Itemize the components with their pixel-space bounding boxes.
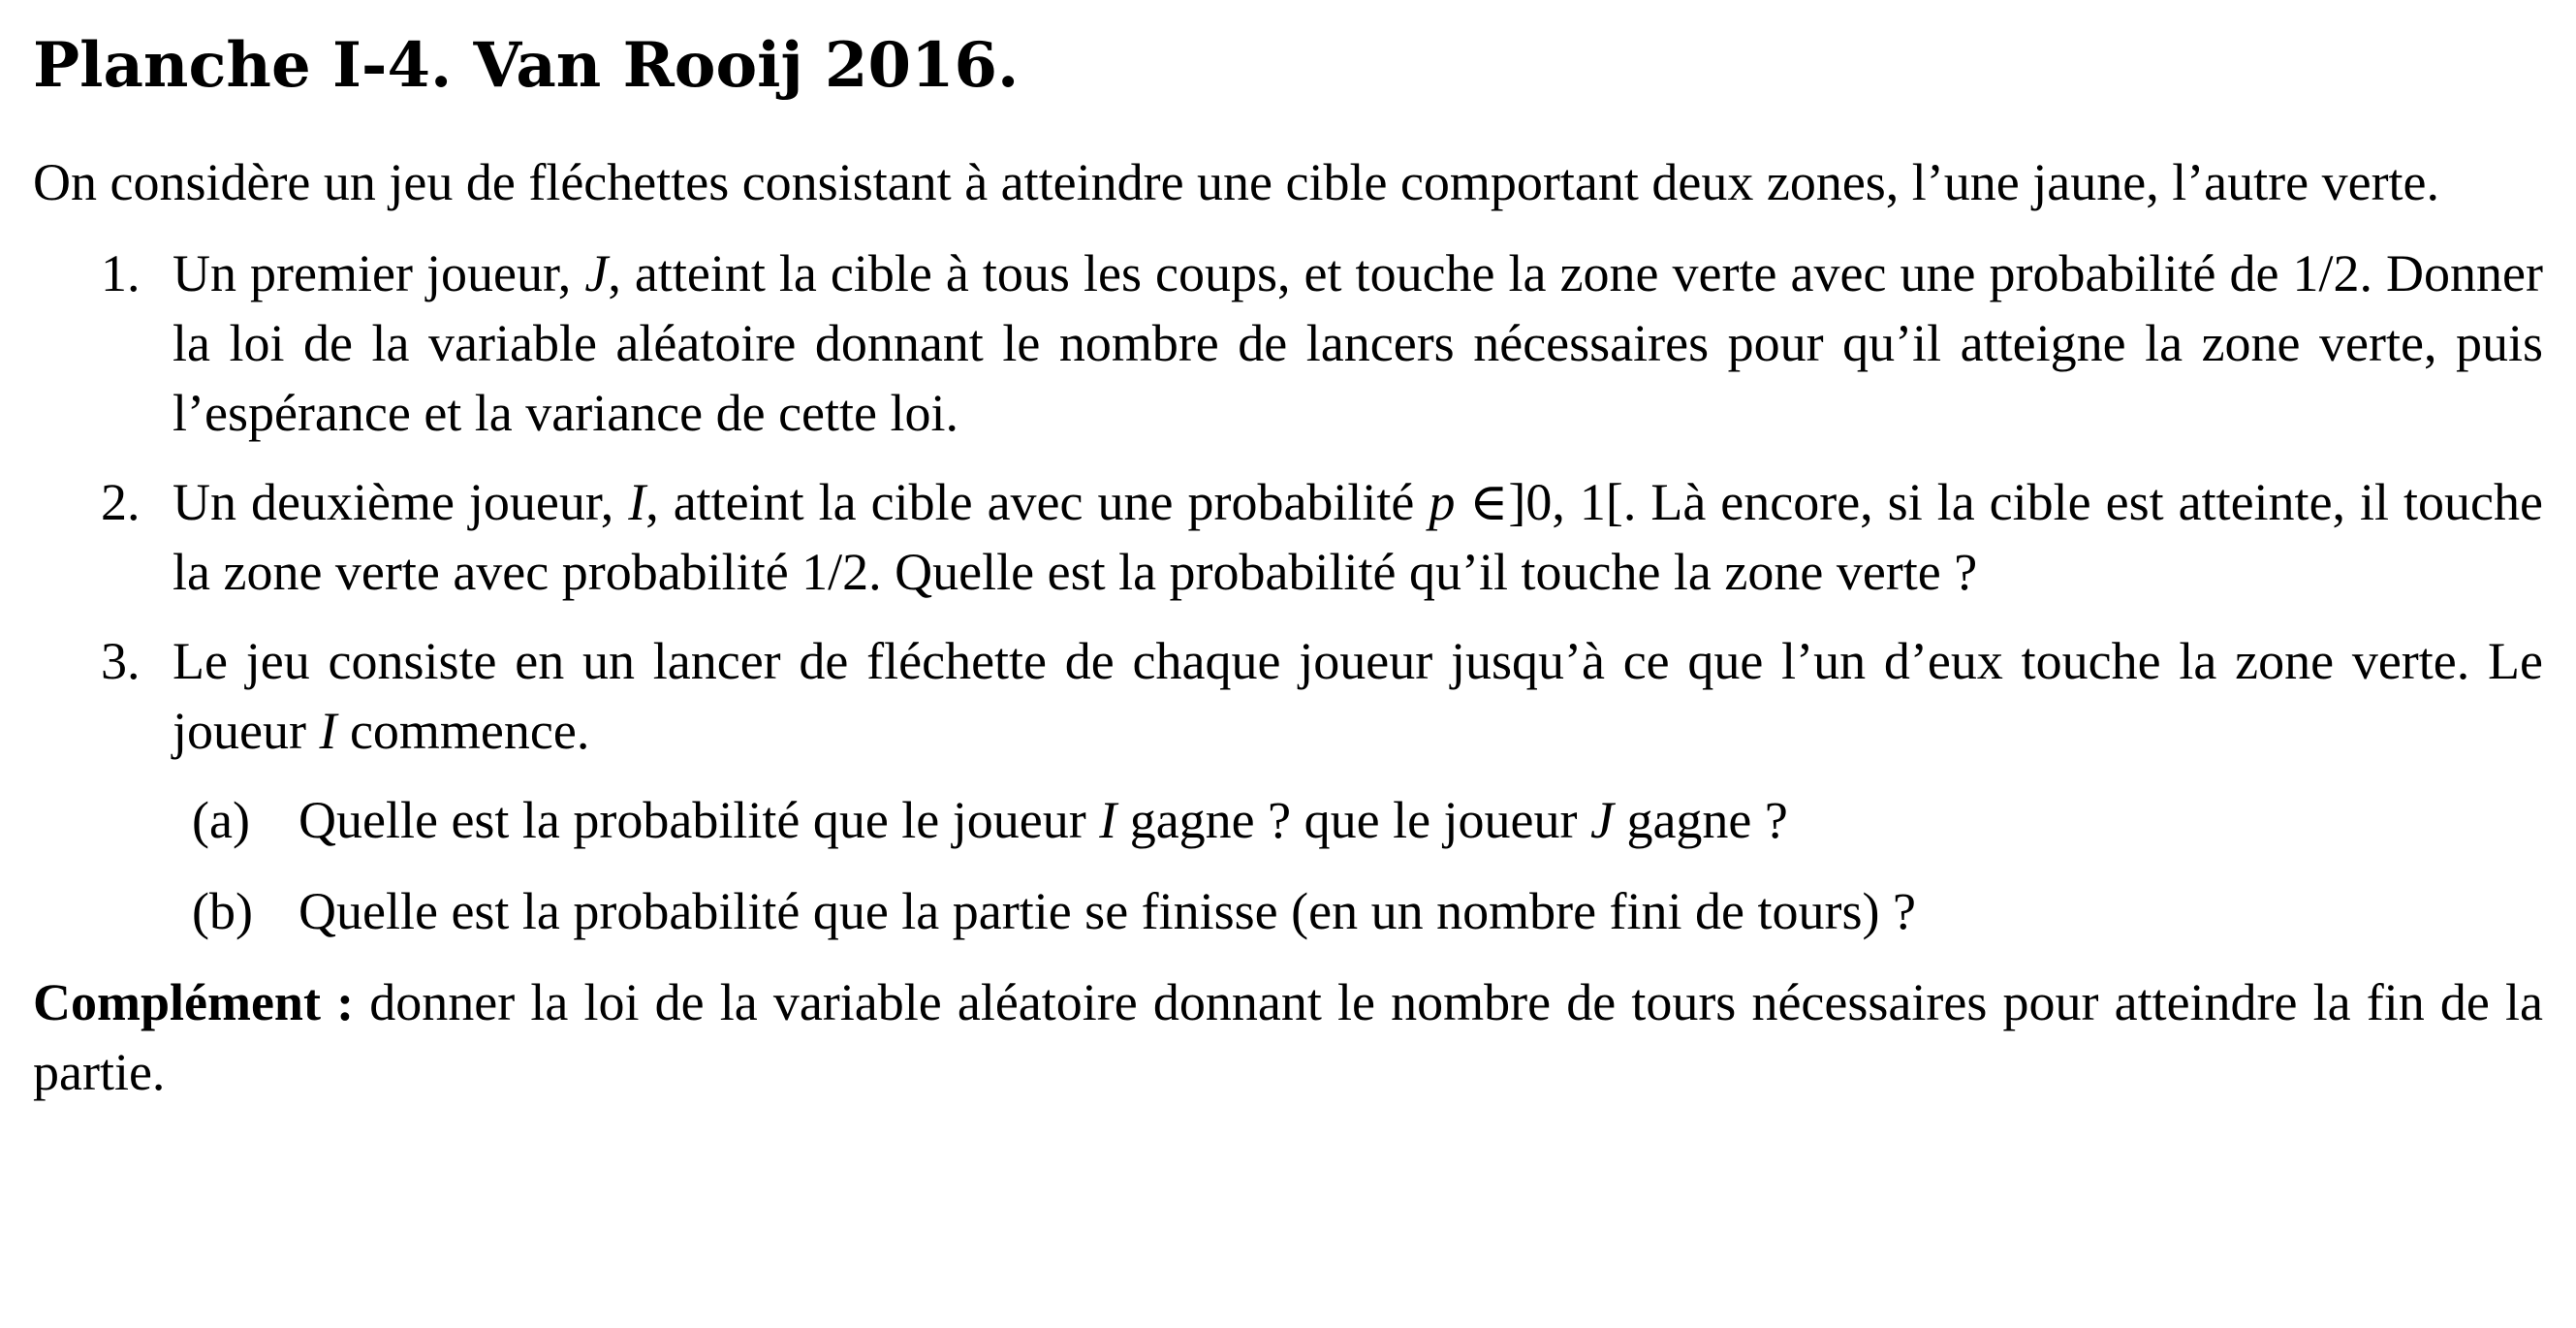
text-run: Quelle est la probabilité que le joueur: [298, 791, 1100, 849]
question-list: [33, 238, 2543, 946]
math-variable: J: [584, 244, 609, 302]
intro-paragraph: On considère un jeu de fléchettes consistant à atteindre une cible comportant deux zones, l’une jaune, l’autre verte.: [33, 153, 2440, 211]
question-text: [173, 467, 2543, 607]
question-number: 2.: [101, 473, 141, 531]
text-run: , atteint la cible à tous les coups, et touche la zone verte avec une probabilité de 1/2. Donner la loi de la variable aléatoire donnant le nombre de lancers nécessaires pour qu’il atteigne la zone verte, puis l’espérance et la variance de cette loi.: [173, 244, 2543, 442]
page-title: Planche I-4. Van Rooij 2016.: [33, 29, 1020, 102]
text-run: gagne ? que le joueur: [1116, 791, 1590, 849]
complement-label: Complément :: [33, 973, 355, 1031]
text-run: Le jeu consiste en un lancer de fléchette de chaque joueur jusqu’à ce que l’un d’eux touche la zone verte. Le joueur: [173, 632, 2543, 760]
text-run: ∈]0, 1[. Là encore, si la cible est atteinte, il touche la zone verte avec probabilité 1/2. Quelle est la probabilité qu’il touche la zone verte ?: [173, 473, 2543, 601]
text-run: commence.: [336, 702, 590, 760]
subquestion-list: [173, 785, 2543, 946]
question-number: 1.: [101, 244, 141, 302]
question-text: [173, 626, 2543, 766]
text-run: , atteint la cible avec une probabilité: [645, 473, 1429, 531]
text-run: Un deuxième joueur,: [173, 473, 629, 531]
subquestion-text: Quelle est la probabilité que la partie se finisse (en un nombre fini de tours) ?: [298, 882, 1916, 940]
subquestion-label: (b): [192, 882, 253, 940]
math-variable: I: [1099, 791, 1117, 849]
question-item-2: [33, 467, 2543, 607]
question-text: [173, 238, 2543, 448]
math-variable: I: [628, 473, 646, 531]
question-item-1: [33, 238, 2543, 448]
subquestion-text: [298, 785, 2543, 855]
subquestion-label: (a): [192, 791, 250, 849]
subquestion-item-b: [173, 876, 2543, 946]
complement-text: donner la loi de la variable aléatoire donnant le nombre de tours nécessaires pour atteindre la fin de la partie.: [33, 973, 2543, 1101]
exercise-sheet: [33, 27, 2543, 1107]
text-run: gagne ?: [1613, 791, 1788, 849]
text-run: Un premier joueur,: [173, 244, 585, 302]
math-variable: I: [319, 702, 337, 760]
math-variable: J: [1590, 791, 1614, 849]
question-item-3: [33, 626, 2543, 946]
complement-paragraph: [33, 967, 2543, 1107]
subquestion-item-a: [173, 785, 2543, 855]
question-number: 3.: [101, 632, 141, 690]
math-variable: p: [1429, 473, 1456, 531]
